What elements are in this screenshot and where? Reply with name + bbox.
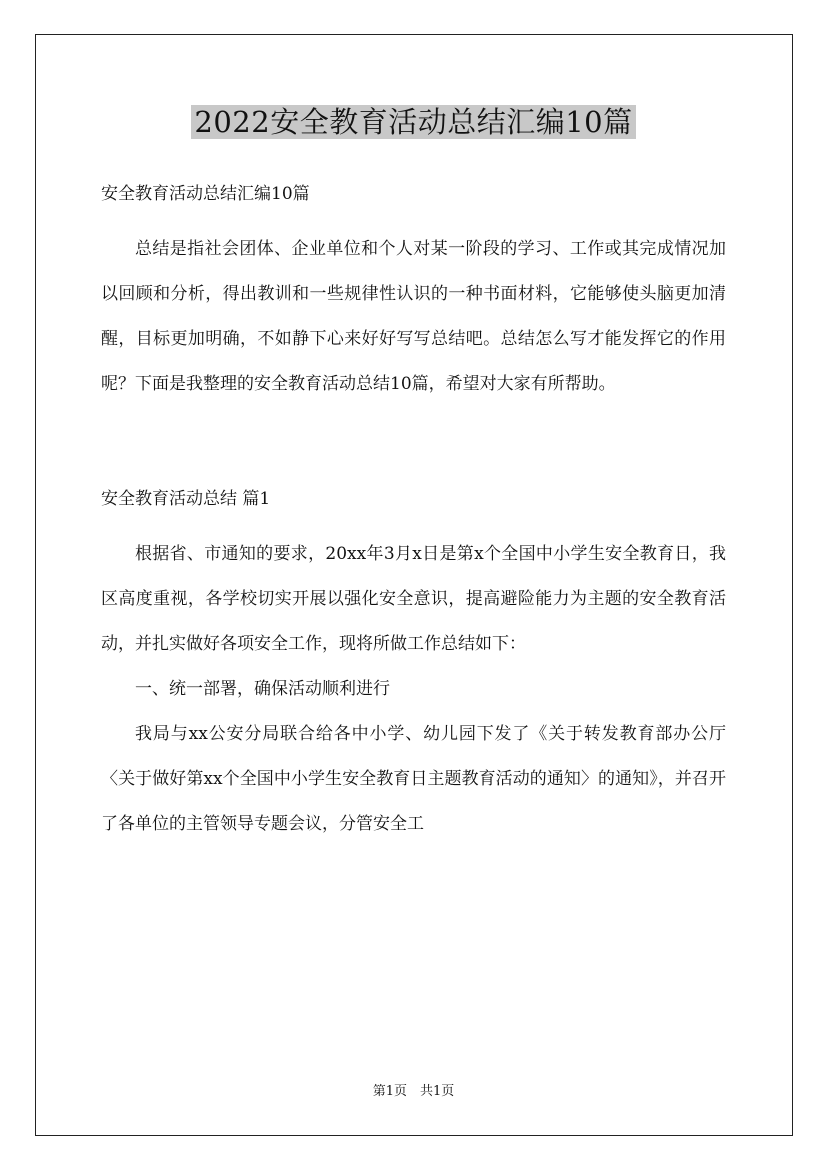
blank-line [101, 407, 726, 442]
intro-paragraph: 总结是指社会团体、企业单位和个人对某一阶段的学习、工作或其完成情况加以回顾和分析，得出教训和一些规律性认识的一种书面材料，它能够使头脑更加清醒，目标更加明确，不如静下心来好好写写总结吧。总结怎么写才能发挥它的作用呢？下面是我整理的安全教育活动总结10篇，希望对大家有所帮助。 [101, 239, 726, 394]
spacer [101, 217, 726, 227]
document-subtitle: 安全教育活动总结汇编10篇 [101, 184, 310, 204]
subheading: 一、统一部署，确保活动顺利进行 [135, 679, 390, 699]
section-heading: 安全教育活动总结 篇1 [101, 489, 271, 509]
body-paragraph: 根据省、市通知的要求，20xx年3月x日是第x个全国中小学生安全教育日，我区高度重视，各学校切实开展以强化安全意识，提高避险能力为主题的安全教育活动，并扎实做好各项安全工作，现将所做工作总结如下： [101, 544, 726, 654]
page-footer: 第1页 共1页 [372, 1084, 455, 1099]
spacer [101, 522, 726, 532]
document-body [101, 172, 726, 847]
document-title [0, 102, 827, 142]
blank-line [101, 442, 726, 477]
document-title-text: 2022安全教育活动总结汇编10篇 [191, 105, 635, 139]
body-paragraph: 我局与xx公安分局联合给各中小学、幼儿园下发了《关于转发教育部办公厅〈关于做好第xx个全国中小学生安全教育日主题教育活动的通知〉的通知》，并召开了各单位的主管领导专题会议，分管安全工 [101, 724, 726, 834]
